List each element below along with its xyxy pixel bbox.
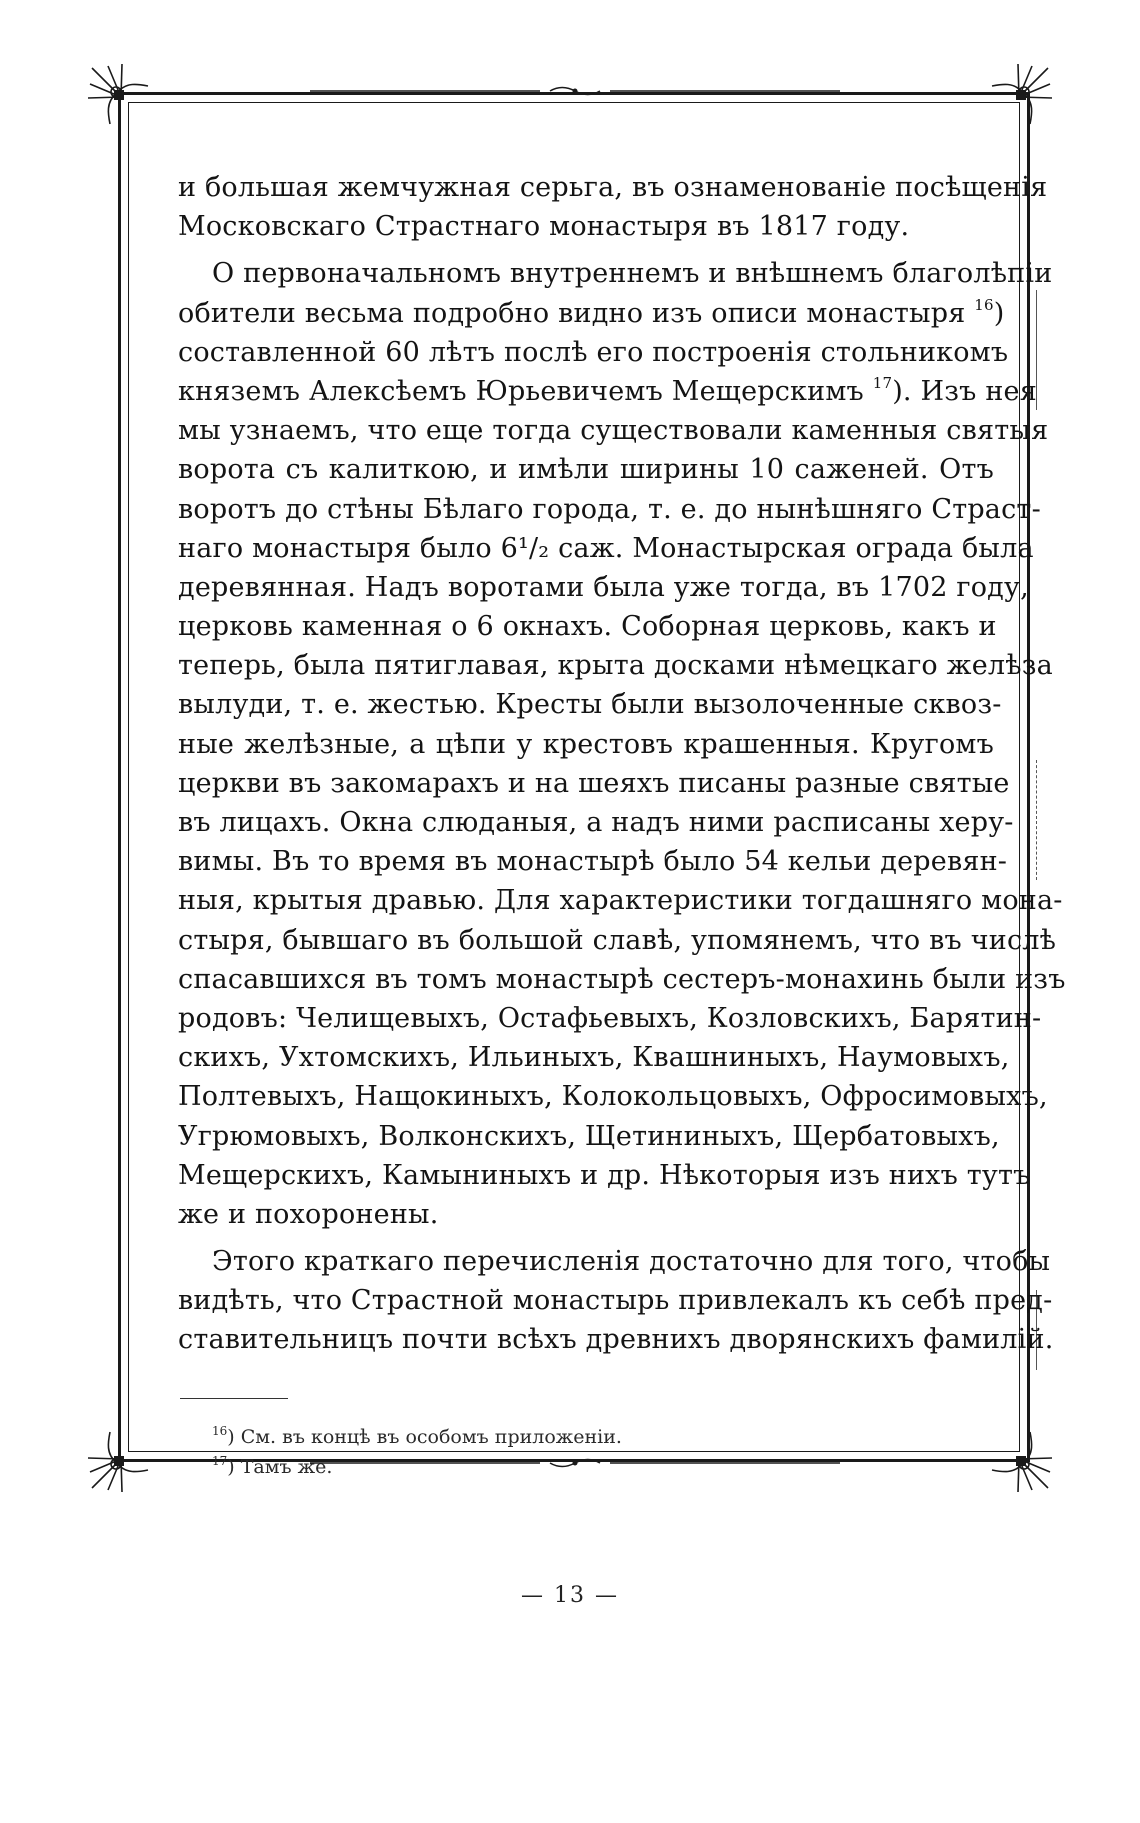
footnote-ref: 17 — [872, 373, 893, 392]
text-line: ворота съ калиткою, и имѣли ширины 10 саженей. Отъ — [178, 454, 994, 486]
text-line: Московскаго Страстнаго монастыря въ 1817 году. — [178, 211, 910, 243]
top-ornamental-rule-icon — [310, 84, 840, 98]
footnote-ref: 16 — [974, 295, 994, 314]
text-line: мы узнаемъ, что еще тогда существовали каменныя святыя — [178, 415, 1049, 447]
text-line: вимы. Въ то время въ монастырѣ было 54 кельи деревян- — [178, 846, 1008, 878]
text-line: воротъ до стѣны Бѣлаго города, т. е. до нынѣшняго Страст- — [178, 493, 1041, 525]
margin-mark — [1036, 760, 1043, 880]
text-line: княземъ Алексѣемъ Юрьевичемъ Мещерскимъ $^{17}$). Изъ нея — [178, 373, 1037, 407]
text-line: церкви въ закомарахъ и на шеяхъ писаны разные святые — [178, 767, 1010, 799]
footnote-16: $^{16}$) См. въ концѣ въ особомъ приложеніи. — [212, 1424, 622, 1448]
text-line: церковь каменная о 6 окнахъ. Соборная церковь, какъ и — [178, 611, 997, 643]
text-line: составленной 60 лѣтъ послѣ его построенія стольникомъ — [178, 336, 1009, 368]
text-line: Полтевыхъ, Нащокиныхъ, Колокольцовыхъ, Офросимовыхъ, — [178, 1081, 1048, 1113]
text-line: видѣть, что Страстной монастырь привлекалъ къ себѣ пред- — [178, 1285, 1053, 1317]
text-line: стыря, бывшаго въ большой славѣ, упомянемъ, что въ числѣ — [178, 924, 1057, 956]
text-line: Угрюмовыхъ, Волконскихъ, Щетининыхъ, Щербатовыхъ, — [178, 1120, 1000, 1152]
corner-ornament-icon — [86, 62, 156, 132]
main-text — [178, 168, 1066, 1360]
corner-ornament-icon — [984, 1424, 1054, 1494]
text-line: Мещерскихъ, Камыниныхъ и др. Нѣкоторыя изъ нихъ тутъ — [178, 1159, 1031, 1191]
text-line: ные желѣзные, а цѣпи у крестовъ крашенныя. Кругомъ — [178, 728, 994, 760]
corner-ornament-icon — [984, 62, 1054, 132]
text-line: деревянная. Надъ воротами была уже тогда, въ 1702 году, — [178, 571, 1029, 603]
text-line: вылуди, т. е. жестью. Кресты были вызолоченные сквоз- — [178, 689, 1002, 721]
footnotes — [212, 1422, 622, 1482]
text-line: спасавшихся въ томъ монастырѣ сестеръ-монахинь были изъ — [178, 963, 1066, 995]
margin-mark — [1036, 290, 1043, 410]
text-line: теперь, была пятиглавая, крыта досками нѣмецкаго желѣза — [178, 650, 1053, 682]
text-line: Этого краткаго перечисленія достаточно для того, чтобы — [212, 1246, 1051, 1278]
text-line: обители весьма подробно видно изъ описи монастыря $^{16}$) — [178, 295, 1005, 329]
text-line: въ лицахъ. Окна слюданыя, а надъ ними расписаны херу- — [178, 807, 1014, 838]
corner-ornament-icon — [86, 1424, 156, 1494]
footnote-17: $^{17}$) Тамъ же. — [212, 1454, 333, 1478]
page-number: — 13 — — [521, 1583, 619, 1608]
text-line: ныя, крытыя дравью. Для характеристики тогдашняго мона- — [178, 885, 1063, 917]
text-line: же и похоронены. — [178, 1198, 439, 1230]
text-line: скихъ, Ухтомскихъ, Ильиныхъ, Квашниныхъ, Наумовыхъ, — [178, 1042, 1010, 1074]
text-line: родовъ: Челищевыхъ, Остафьевыхъ, Козловскихъ, Барятин- — [178, 1002, 1042, 1034]
text-line: и большая жемчужная серьга, въ ознаменованіе посѣщенія — [178, 172, 1048, 203]
text-line: ставительницъ почти всѣхъ древнихъ дворянскихъ фамилій. — [178, 1324, 1054, 1356]
text-line: О первоначальномъ внутреннемъ и внѣшнемъ благолѣпіи — [212, 258, 1053, 290]
text-line: наго монастыря было 6¹/₂ саж. Монастырская ограда была — [178, 532, 1034, 564]
footnote-separator — [180, 1398, 288, 1399]
